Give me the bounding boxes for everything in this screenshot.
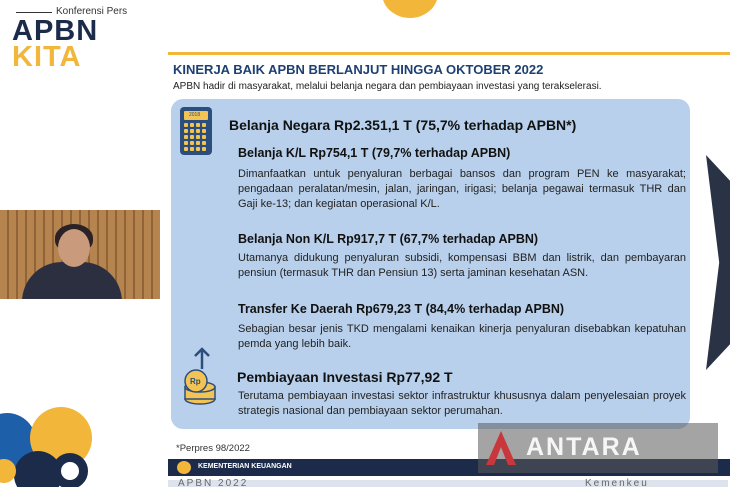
belanja-kl-heading: Belanja K/L Rp754,1 T (79,7% terhadap APBN) bbox=[238, 146, 511, 160]
transfer-daerah-body: Sebagian besar jenis TKD mengalami kenaikan kinerja penyaluran disebabkan kepatuhan pemda yang lebih baik. bbox=[238, 323, 686, 350]
slide-accent-line bbox=[168, 52, 730, 55]
belanja-non-kl-heading: Belanja Non K/L Rp917,7 T (67,7% terhadap APBN) bbox=[238, 232, 539, 246]
antara-watermark bbox=[478, 423, 718, 473]
press-conference-label: Konferensi Pers bbox=[56, 6, 162, 17]
calculator-keys bbox=[184, 123, 208, 151]
speaker-face bbox=[58, 229, 90, 267]
speaker-video-feed[interactable] bbox=[0, 210, 160, 299]
pembiayaan-investasi-heading: Pembiayaan Investasi Rp77,92 T bbox=[237, 369, 453, 385]
coin-stack-arrow-icon bbox=[182, 347, 218, 407]
calculator-screen bbox=[184, 111, 208, 120]
bottom-caption-right: Kemenkeu bbox=[585, 478, 649, 487]
bottom-caption-left: APBN 2022 bbox=[178, 478, 249, 487]
ministry-emblem-icon bbox=[177, 461, 191, 474]
coin-currency-label: Rp bbox=[190, 377, 201, 386]
slide-subtitle: APBN hadir di masyarakat, melalui belanja negara dan pembiayaan investasi yang terakselerasi. bbox=[173, 81, 602, 92]
antara-logo-icon bbox=[484, 429, 518, 467]
calculator-display-text: 2018 bbox=[189, 112, 201, 118]
presentation-slide bbox=[160, 48, 720, 487]
content-panel bbox=[171, 99, 690, 429]
ministry-footer-label: KEMENTERIAN KEUANGAN bbox=[198, 463, 292, 470]
antara-watermark-text: ANTARA bbox=[526, 433, 642, 461]
belanja-kl-body: Dimanfaatkan untuk penyaluran berbagai bansos dan program PEN ke masyarakat; pengadaan peralatan/mesin, jalan, jaringan, irigasi; belanja pegawai termasuk THR dan Gaji ke-13; dan kegiatan operasional K/L. bbox=[238, 168, 686, 210]
brand-line-kita: KITA bbox=[12, 41, 82, 73]
calculator-icon bbox=[180, 107, 212, 155]
belanja-negara-heading: Belanja Negara Rp2.351,1 T (75,7% terhadap APBN*) bbox=[229, 117, 577, 133]
transfer-daerah-heading: Transfer Ke Daerah Rp679,23 T (84,4% terhadap APBN) bbox=[238, 302, 565, 316]
decorative-circles bbox=[0, 405, 100, 487]
footnote: *Perpres 98/2022 bbox=[176, 443, 250, 454]
brand-line-apbn: APBN bbox=[12, 15, 99, 47]
belanja-non-kl-body: Utamanya didukung penyaluran subsidi, kompensasi BBM dan listrik, dan pembayaran pensiun (termasuk THR dan Pensiun 13) serta jaminan kesehatan ASN. bbox=[238, 252, 686, 279]
slide-title: KINERJA BAIK APBN BERLANJUT HINGGA OKTOBER 2022 bbox=[173, 62, 544, 77]
apbn-kita-logo bbox=[12, 6, 162, 73]
decorative-sun-circle bbox=[382, 0, 438, 18]
pembiayaan-investasi-body: Terutama pembiayaan investasi sektor infrastruktur khususnya dalam penyelesaian proyek strategis nasional dan pembiayaan sektor perumahan. bbox=[238, 390, 686, 417]
